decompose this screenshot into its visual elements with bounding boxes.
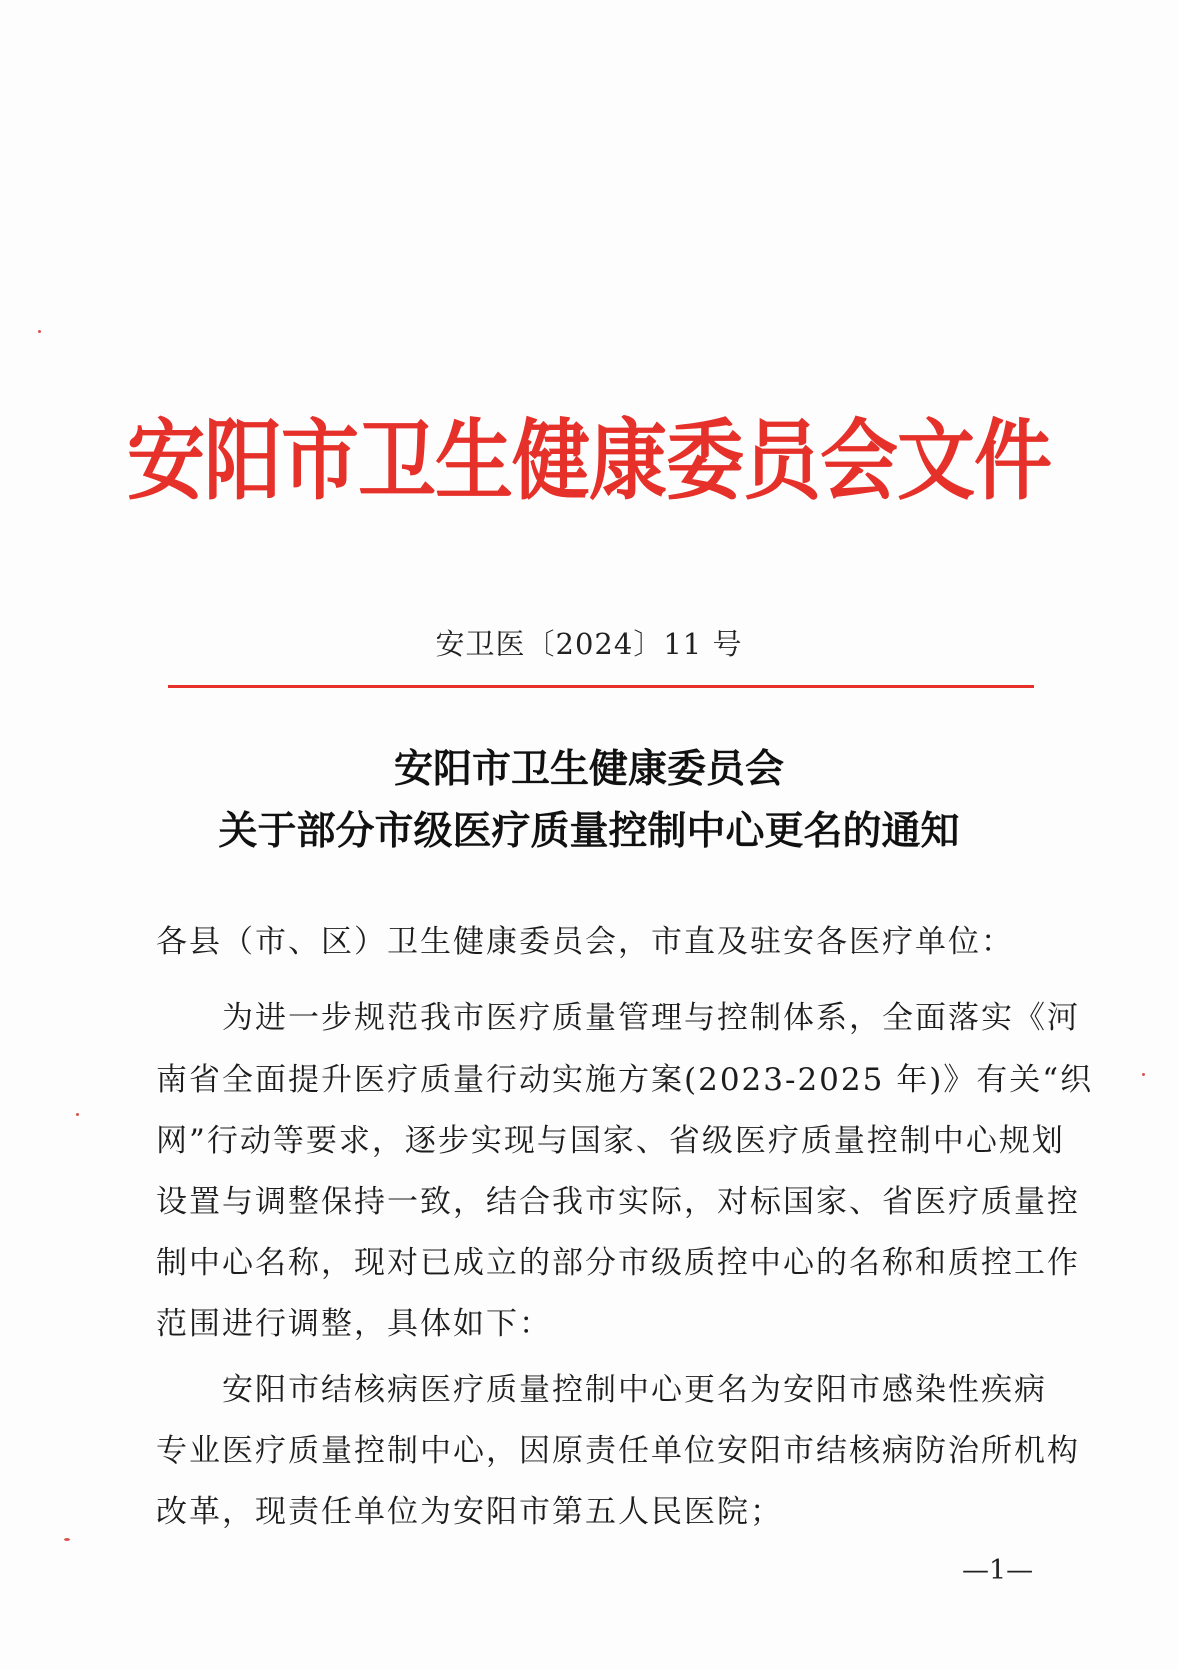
paragraph-1-line: 制中心名称，现对已成立的部分市级质控中心的名称和质控工作 [156,1245,1080,1281]
scan-speck [76,1113,79,1116]
notice-title-line-2: 关于部分市级医疗质量控制中心更名的通知 [218,809,960,854]
paragraph-2-line: 专业医疗质量控制中心，因原责任单位安阳市结核病防治所机构 [156,1433,1080,1469]
paragraph-1-line: 范围进行调整，具体如下： [156,1306,552,1342]
paragraph-1-line: 设置与调整保持一致，结合我市实际，对标国家、省医疗质量控 [156,1184,1080,1220]
red-separator-line [168,685,1034,688]
scan-speck [38,330,41,333]
page-number: —1— [962,1555,1034,1586]
document-masthead: 安阳市卫生健康委员会文件 [126,411,1051,513]
notice-title-line-1: 安阳市卫生健康委员会 [393,747,784,792]
salutation: 各县（市、区）卫生健康委员会，市直及驻安各医疗单位： [156,924,1014,960]
paragraph-2-line: 改革，现责任单位为安阳市第五人民医院； [156,1494,783,1530]
document-number: 安卫医〔2024〕11 号 [435,627,743,661]
paragraph-2-line: 安阳市结核病医疗质量控制中心更名为安阳市感染性疾病 [156,1372,1047,1408]
scan-speck [1142,1073,1145,1076]
scan-speck [64,1538,70,1541]
paragraph-1-line: 为进一步规范我市医疗质量管理与控制体系，全面落实《河 [156,1000,1080,1036]
paragraph-1-line: 南省全面提升医疗质量行动实施方案(2023-2025 年)》有关“织 [156,1062,1094,1098]
paragraph-1-line: 网”行动等要求，逐步实现与国家、省级医疗质量控制中心规划 [156,1123,1065,1159]
